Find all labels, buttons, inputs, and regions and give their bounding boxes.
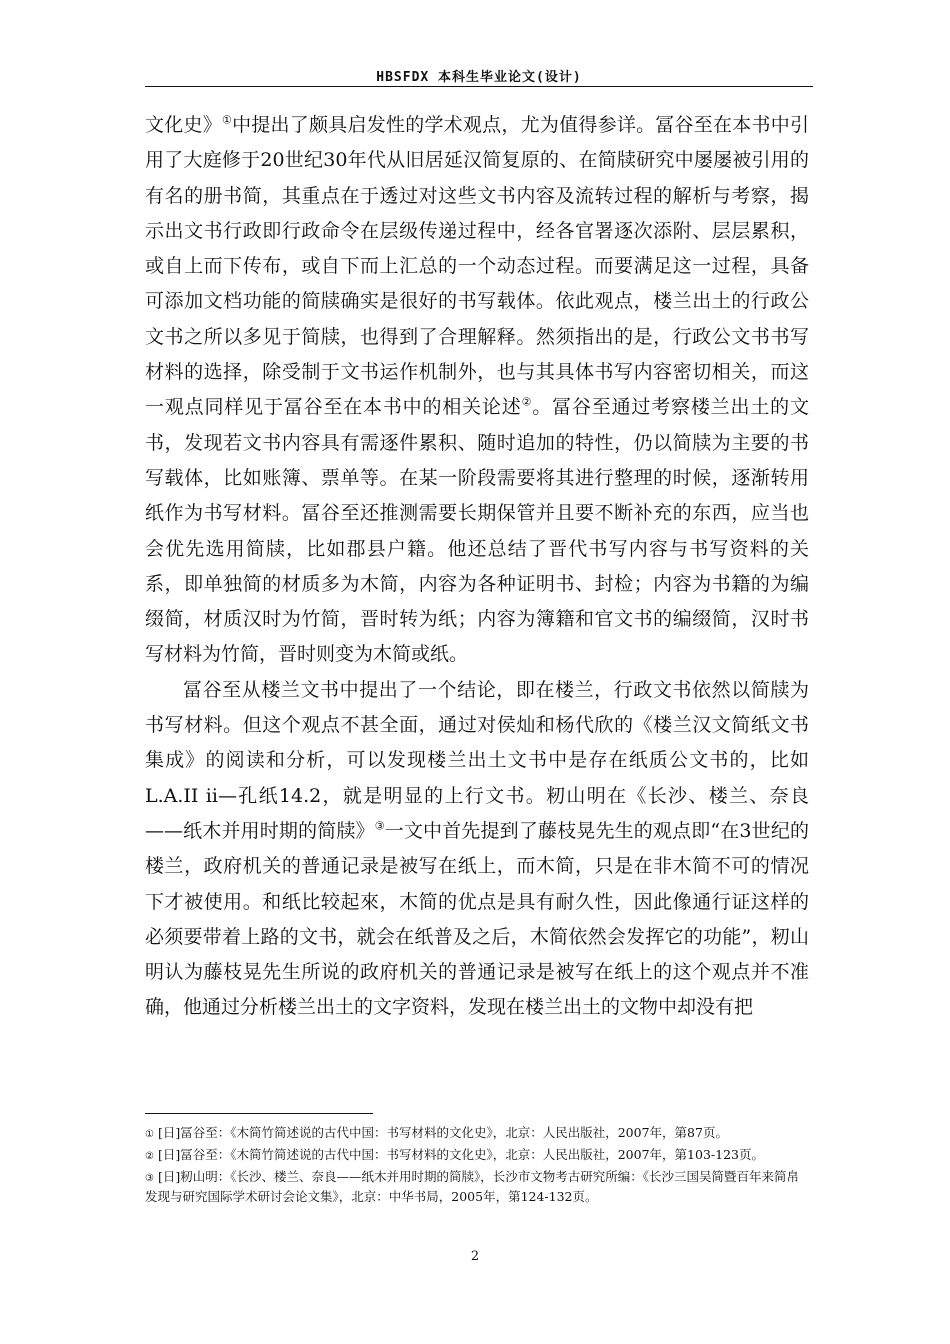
paragraph-1-text-b: 中提出了颇具启发性的学术观点，尤为值得参详。冨谷至在本书中引用了大庭修于20世纪30年代从旧居延汉简复原的、在简牍研究中屡屡被引用的有名的册书简，其重点在于透过对这些文书内容及流转过程的解析与考察，揭示出文书行政即行政命令在层级传递过程中，经各官署逐次添附、层层累积，或自上而下传布，或自下而上汇总的一个动态过程。而要满足这一过程，具备可添加文档功能的简牍确实是很好的书写载体。依此观点，楼兰出土的行政公文书之所以多见于简牍，也得到了合理解释。然须指出的是，行政公文书书写材料的选择，除受制于文书运作机制外，也与其具体书写内容密切相关，而这一观点同样见于冨谷至在本书中的相关论述 [145, 114, 809, 419]
footnotes [145, 1124, 809, 1208]
footnote-separator [145, 1113, 373, 1114]
paragraph-1-text-c: 。冨谷至通过考察楼兰出土的文书，发现若文书内容具有需逐件累积、随时追加的特性，仍以简牍为主要的书写载体，比如账簿、票单等。在某一阶段需要将其进行整理的时候，逐渐转用纸作为书写材料。冨谷至还推测需要长期保管并且要不断补充的东西，应当也会优先选用简牍，比如郡县户籍。他还总结了晋代书写内容与书写资料的关系，即单独简的材质多为木简，内容为各种证明书、封检；内容为书籍的为编缀简，材质汉时为竹简，晋时转为纸；内容为簿籍和官文书的编缀简，汉时书写材料为竹简，晋时则变为木简或纸。 [145, 396, 809, 666]
paragraph-2-text-a: 冨谷至从楼兰文书中提出了一个结论，即在楼兰，行政文书依然以简牍为书写材料。但这个观点不甚全面，通过对侯灿和杨代欣的《楼兰汉文简纸文书集成》的阅读和分析，可以发现楼兰出土文书中是存在纸质公文书的，比如L.A.II ii—孔纸14.2，就是明显的上行文书。籾山明在《长沙、楼兰、奈良——纸木并用时期的简牍》 [145, 678, 809, 842]
page-number: 2 [470, 1249, 480, 1264]
footnote-2-text: [日]冨谷至：《木简竹简述说的古代中国：书写材料的文化史》，北京：人民出版社，2007年，第103-123页。 [157, 1147, 764, 1162]
header-rule [145, 86, 813, 87]
paragraph-1-text-a: 文化史》 [145, 114, 222, 136]
footnote-3-text: [日]籾山明：《长沙、楼兰、奈良——纸木并用时期的简牍》，长沙市文物考古研究所编：《长沙三国吴简暨百年来简帛发现与研究国际学术研讨会论文集》，北京：中华书局，2005年，第124-132页。 [145, 1169, 799, 1204]
footnote-2-mark: ② [145, 1151, 154, 1162]
footnote-3-mark: ③ [145, 1173, 154, 1184]
footnote-ref-3[interactable]: ③ [374, 819, 385, 833]
paragraph-2-text-b: 一文中首先提到了藤枝晃先生的观点即“在3世纪的楼兰，政府机关的普通记录是被写在纸上，而木简，只是在非木简不可的情况下才被使用。和纸比较起來，木简的优点是具有耐久性，因此像通行证这样的必须要带着上路的文书，就会在纸普及之后，木简依然会发挥它的功能”，籾山明认为藤枝晃先生所说的政府机关的普通记录是被写在纸上的这个观点并不准确，他通过分析楼兰出土的文字资料，发现在楼兰出土的文物中却没有把 [145, 819, 809, 1019]
footnote-3 [145, 1168, 809, 1206]
body-text [145, 108, 809, 1026]
footnote-2 [145, 1146, 809, 1166]
paragraph-2 [145, 673, 809, 1026]
footnote-1 [145, 1124, 809, 1144]
footnote-1-mark: ① [145, 1129, 154, 1140]
footnote-ref-2[interactable]: ② [521, 396, 533, 410]
paragraph-1 [145, 108, 809, 673]
footnote-ref-1[interactable]: ① [221, 113, 233, 127]
page-header: HBSFDX 本科生毕业论文(设计) [376, 70, 582, 85]
footnote-1-text: [日]冨谷至：《木简竹简述说的古代中国：书写材料的文化史》，北京：人民出版社，2007年，第87页。 [157, 1125, 728, 1140]
